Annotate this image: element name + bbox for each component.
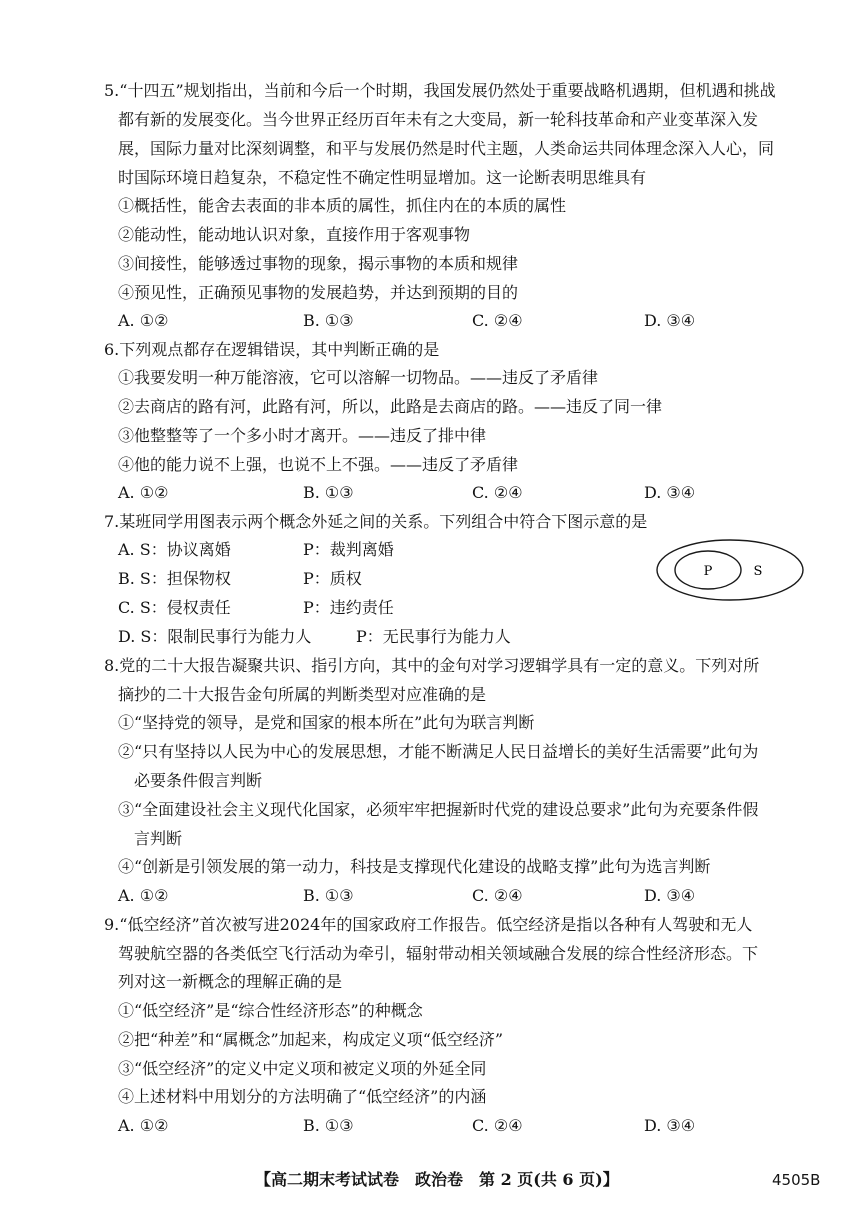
option-d[interactable]: D. ③④ <box>644 483 696 502</box>
question-9-item-4: ④上述材料中用划分的方法明确了“低空经济”的内涵 <box>118 1087 487 1106</box>
question-9-stem-line-3: 列对这一新概念的理解正确的是 <box>118 972 343 991</box>
question-9-item-2: ②把“种差”和“属概念”加起来，构成定义项“低空经济” <box>118 1030 504 1049</box>
option-s-term: D. S：限制民事行为能力人 <box>118 627 312 646</box>
question-6-options <box>118 483 738 503</box>
question-5-item-1: ①概括性，能舍去表面的非本质的属性，抓住内在的本质的属性 <box>118 196 567 215</box>
question-6-item-1: ①我要发明一种万能溶液，它可以溶解一切物品。——违反了矛盾律 <box>118 368 599 387</box>
question-9-stem-line-2: 驾驶航空器的各类低空飞行活动为牵引，辐射带动相关领域融合发展的综合性经济形态。下 <box>118 944 759 963</box>
option-c[interactable]: C. ②④ <box>472 483 523 502</box>
question-6-stem: 6.下列观点都存在逻辑错误，其中判断正确的是 <box>104 340 440 359</box>
option-s-term: B. S：担保物权 <box>118 569 231 588</box>
question-6-item-4: ④他的能力说不上强，也说不上不强。——违反了矛盾律 <box>118 455 519 474</box>
page-footer <box>0 1169 867 1191</box>
option-d[interactable]: D. ③④ <box>644 311 696 330</box>
option-a[interactable]: A. ①② <box>118 886 169 905</box>
option-a[interactable]: A. ①② <box>118 483 169 502</box>
question-5-stem-line-4: 时国际环境日趋复杂，不稳定性不确定性明显增加。这一论断表明思维具有 <box>118 168 647 187</box>
question-7-option-d[interactable] <box>118 627 518 647</box>
option-b[interactable]: B. ①③ <box>303 886 354 905</box>
option-a[interactable]: A. ①② <box>118 311 169 330</box>
outer-ellipse-s <box>657 540 803 600</box>
question-9-stem-line-1: 9.“低空经济”首次被写进2024年的国家政府工作报告。低空经济是指以各种有人驾驶和无人 <box>104 915 753 934</box>
option-c[interactable]: C. ②④ <box>472 311 523 330</box>
question-5-item-3: ③间接性，能够透过事物的现象，揭示事物的本质和规律 <box>118 254 519 273</box>
option-s-term: C. S：侵权责任 <box>118 598 231 617</box>
option-p-term: P：违约责任 <box>303 598 394 617</box>
question-5-stem-line-1: 5.“十四五”规划指出，当前和今后一个时期，我国发展仍然处于重要战略机遇期，但机遇和挑战 <box>104 81 776 100</box>
option-p-term: P：裁判离婚 <box>303 540 394 559</box>
option-b[interactable]: B. ①③ <box>303 483 354 502</box>
inner-label: P <box>703 564 713 579</box>
question-8-item-3-cont: 言判断 <box>134 829 183 848</box>
question-5-stem-line-2: 都有新的发展变化。当今世界正经历百年未有之大变局，新一轮科技革命和产业变革深入发 <box>118 110 759 129</box>
question-7-option-c[interactable] <box>118 598 518 618</box>
question-8-item-3: ③“全面建设社会主义现代化国家，必须牢牢把握新时代党的建设总要求”此句为充要条件假 <box>118 800 759 819</box>
option-a[interactable]: A. ①② <box>118 1116 169 1135</box>
outer-label: S <box>753 564 763 579</box>
question-9-item-3: ③“低空经济”的定义中定义项和被定义项的外延全同 <box>118 1059 487 1078</box>
option-p-term: P：质权 <box>303 569 362 588</box>
footer-page-info: 【高二期末考试试卷 政治卷 第 2 页(共 6 页)】 <box>255 1170 619 1189</box>
option-b[interactable]: B. ①③ <box>303 311 354 330</box>
question-9-options <box>118 1116 738 1136</box>
option-p-term: P：无民事行为能力人 <box>356 627 511 646</box>
question-6-item-2: ②去商店的路有河，此路有河，所以，此路是去商店的路。——违反了同一律 <box>118 397 663 416</box>
question-7-option-a[interactable] <box>118 540 518 560</box>
option-b[interactable]: B. ①③ <box>303 1116 354 1135</box>
option-s-term: A. S：协议离婚 <box>118 540 231 559</box>
option-d[interactable]: D. ③④ <box>644 1116 696 1135</box>
question-9-item-1: ①“低空经济”是“综合性经济形态”的种概念 <box>118 1001 423 1020</box>
option-d[interactable]: D. ③④ <box>644 886 696 905</box>
option-c[interactable]: C. ②④ <box>472 1116 523 1135</box>
question-5-stem-line-3: 展，国际力量对比深刻调整，和平与发展仍然是时代主题，人类命运共同体理念深入人心，同 <box>118 139 775 158</box>
question-6-item-3: ③他整整等了一个多小时才离开。——违反了排中律 <box>118 426 487 445</box>
question-5-item-2: ②能动性，能动地认识对象，直接作用于客观事物 <box>118 225 471 244</box>
question-5-item-4: ④预见性，正确预见事物的发展趋势，并达到预期的目的 <box>118 283 519 302</box>
question-8-options <box>118 886 738 906</box>
question-8-item-2-cont: 必要条件假言判断 <box>134 771 263 790</box>
question-8-item-1: ①“坚持党的领导，是党和国家的根本所在”此句为联言判断 <box>118 713 535 732</box>
question-7-option-b[interactable] <box>118 569 518 589</box>
question-8-stem-line-2: 摘抄的二十大报告金句所属的判断类型对应准确的是 <box>118 685 487 704</box>
concept-relation-diagram <box>655 538 805 602</box>
question-8-item-2: ②“只有坚持以人民为中心的发展思想，才能不断满足人民日益增长的美好生活需要”此句为 <box>118 742 759 761</box>
question-8-item-4: ④“创新是引领发展的第一动力，科技是支撑现代化建设的战略支撑”此句为选言判断 <box>118 857 711 876</box>
footer-paper-code: 4505B <box>772 1171 821 1189</box>
question-7-stem: 7.某班同学用图表示两个概念外延之间的关系。下列组合中符合下图示意的是 <box>104 512 648 531</box>
question-8-stem-line-1: 8.党的二十大报告凝聚共识、指引方向，其中的金句对学习逻辑学具有一定的意义。下列对所 <box>104 656 760 675</box>
option-c[interactable]: C. ②④ <box>472 886 523 905</box>
question-5-options <box>118 311 738 331</box>
